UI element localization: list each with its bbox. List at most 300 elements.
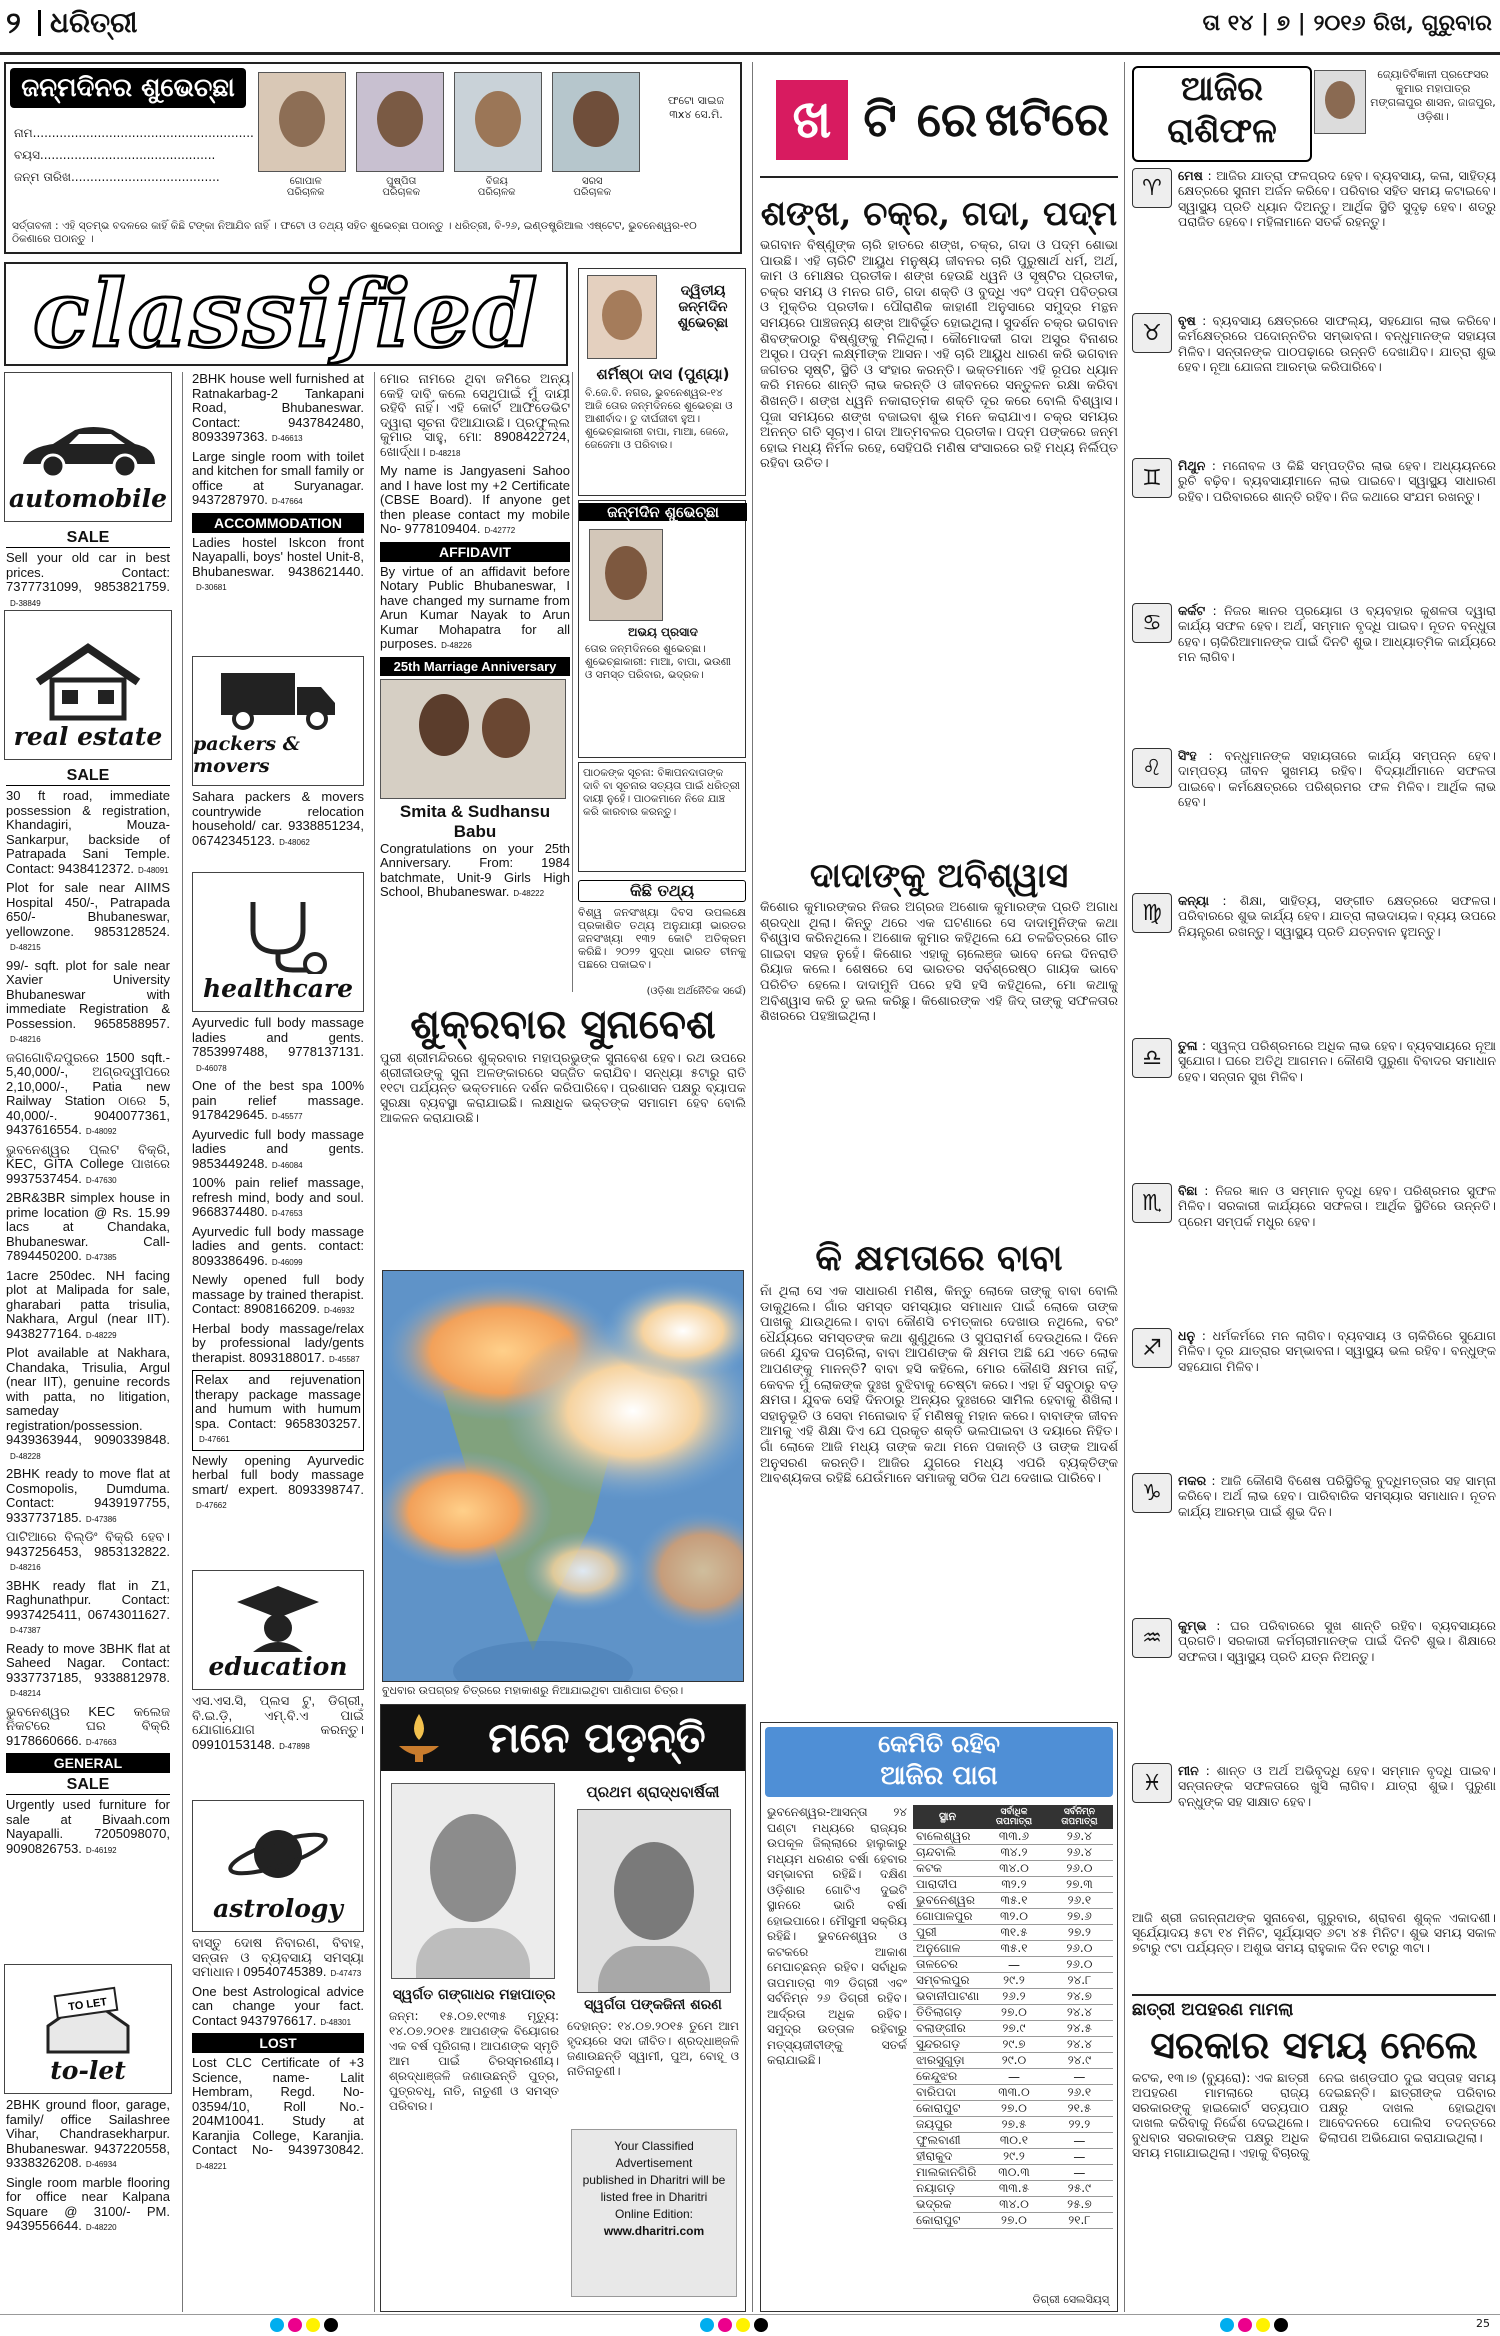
weather-row	[913, 2085, 1113, 2101]
weather-place: ସମ୍ବଲପୁର	[913, 1973, 982, 1989]
reg-mark-yellow	[736, 2318, 750, 2332]
weather-min: ୨୪.୪	[1046, 2037, 1113, 2053]
weather-max: ୨୬.୨	[982, 1989, 1046, 2005]
rasi-title-box	[1132, 66, 1312, 162]
memorial-left-name: ସ୍ୱର୍ଗତ ଗଙ୍ଗାଧର ମହାପାତ୍ର	[392, 1987, 556, 2003]
ad-item: One best Astrological advice can change your fact. Contact 9437976617. D-48301	[192, 1983, 364, 2028]
child-photo-1	[587, 275, 657, 359]
affidavit-heading: AFFIDAVIT	[380, 542, 570, 562]
weather-place: ତାଳଚେର	[913, 1957, 982, 1973]
legal-notice: ମୋର ନାମରେ ଥିବା ଜମିରେ ଅନ୍ୟ କେହି ଦାବି କଲେ ସେଥିପାଇଁ ମୁଁ ଦାୟୀ ରହିବି ନାହିଁ। ଏହି କୋର୍ଟ ଆଫିଡେଭିଟ ଦ୍ୱାରା ସୂଚନା ଦିଆଯାଉଛି। ପ୍ରଫୁଲ୍ଲ କୁମାର ସାହୁ, ମୋ: 8908422724, ଖୋର୍ଦ୍ଧା। D-48218	[380, 371, 570, 459]
ad-item: Ayurvedic full body massage ladies and gents. 7853997488, 9778137131.D-46078	[192, 1015, 364, 1073]
photo-size-note: ଫଟୋ ସାଇଜ ୩x୪ ସେ.ମି.	[667, 94, 725, 121]
memorial-left-text: ଜନ୍ମ: ୧୫.୦୭.୧୯୩୫ ମୃତ୍ୟୁ: ୧୪.୦୭.୨୦୧୫ ଆପଣଙ୍କ ବିୟୋଗର ଏକ ବର୍ଷ ପୂରିଗଲା। ଆପଣଙ୍କ ସ୍ମୃତି ଆମ ପାଇଁ ଚିରସ୍ମରଣୀୟ। ଶ୍ରଦ୍ଧାଞ୍ଜଳି ଜଣାଉଛନ୍ତି ପୁତ୍ର, ପୁତ୍ରବଧୂ, ନାତି, ନାତୁଣୀ ଓ ସମସ୍ତ ପରିବାର।	[389, 2009, 559, 2113]
rasi-name: ମକର	[1178, 1473, 1207, 1488]
sunabesa-section	[380, 1000, 746, 1266]
weather-col-min: ସର୍ବନିମ୍ନ ତାପମାତ୍ରା	[1061, 1807, 1098, 1827]
zodiac-icon: ♍	[1132, 893, 1172, 933]
rasi-name: ଧନୁ	[1178, 1328, 1196, 1343]
story-shankha	[760, 190, 1118, 848]
weather-place: ତିତିଲାଗଡ଼	[913, 2005, 982, 2021]
online-line-2: Advertisement	[615, 2156, 693, 2170]
weather-max: ୨୭.୦	[982, 2101, 1046, 2117]
weather-place: ପାରାଦୀପ	[913, 1877, 982, 1893]
rasi-item: ♐ ଧନୁ : ଧର୍ମକର୍ମରେ ମନ ଲାଗିବ। ବ୍ୟବସାୟ ଓ ଚାକିରିରେ ସୁଯୋଗ ମିଳିବ। ଦୂର ଯାତ୍ରାର ସମ୍ଭାବନା। ସ୍ୱାସ୍ଥ୍ୟ ଭଲ ରହିବ। ବନ୍ଧୁଙ୍କ ସହଯୋଗ ମିଳିବ।	[1132, 1328, 1496, 1469]
weather-row	[913, 2069, 1113, 2085]
caption-2: ପୁଷ୍ପିତା	[386, 176, 417, 187]
anniversary-names: Smita & Sudhansu Babu	[399, 801, 551, 841]
second-birthday-title: ଦ୍ୱିତୀୟ ଜନ୍ମଦିନ ଶୁଭେଚ୍ଛା	[677, 283, 729, 331]
rasi-text: ଆଜି କୌଣସି ବିଶେଷ ପରିସ୍ଥିତିକୁ ବୁଦ୍ଧିମତ୍ତାର ସହ ସାମ୍ନା କରିବେ। ଅର୍ଥ ଲାଭ ହେବ। ପାରିବାରିକ ସମସ୍ୟାର ସମାଧାନ। ନୂତନ କାର୍ଯ୍ୟ ଆରମ୍ଭ ପାଇଁ ଶୁଭ ଦିନ।	[1178, 1473, 1496, 1519]
weather-max: ୩୦.୩	[982, 2165, 1046, 2181]
weather-max: ୨୭.୫	[982, 2117, 1046, 2133]
ad-item: 2BHK ground floor, garage, family/ office Sailashree Vihar, Chandrasekharpur. Bhubaneswar. 9437220558, 9338326208. D-46934	[6, 2097, 170, 2170]
astrologer-photo	[1314, 70, 1366, 134]
weather-max: ୨୯.୨	[982, 1973, 1046, 1989]
birthday-photo-2	[356, 72, 444, 172]
anniversary-photo	[380, 679, 566, 799]
weather-max: ୨୯.୦	[982, 2053, 1046, 2069]
birthday-photo-4	[552, 72, 640, 172]
online-line-3: published in Dharitri will be	[582, 2173, 726, 2187]
weather-row	[913, 2149, 1113, 2165]
weather-min: ୨୪.୪	[1046, 2005, 1113, 2021]
memorial-right-name: ସ୍ୱର୍ଗତା ପଙ୍କଜିନୀ ଶରଣ	[584, 1997, 722, 2013]
weather-place: ଫୁଲବାଣୀ	[913, 2133, 982, 2149]
tile-astrology-label: astrology	[213, 1894, 343, 1923]
tile-astrology	[192, 1800, 364, 1932]
tile-automobile-label: automobile	[8, 484, 168, 513]
reg-mark-magenta	[1238, 2318, 1252, 2332]
classified-col2-top	[192, 372, 364, 599]
ad-item: One of the best spa 100% pain relief massage. 9178429645. D-45577	[192, 1078, 364, 1122]
weather-place: ସୁନ୍ଦରଗଡ଼	[913, 2037, 982, 2053]
weather-place: ଜୟପୁର	[913, 2117, 982, 2133]
weather-place: ମାଲକାନଗିରି	[913, 2165, 982, 2181]
weather-place: ଅନୁଗୋଳ	[913, 1941, 982, 1957]
weather-place: ନୟାଗଡ଼	[913, 2181, 982, 2197]
khati-letter-1: ଖ	[776, 80, 848, 160]
second-birthday-box	[578, 268, 746, 496]
classified-col1-bottom	[6, 2098, 170, 2239]
tile-healthcare	[192, 872, 364, 1012]
tile-packers-movers	[192, 656, 364, 786]
mane-padanti-header	[381, 1705, 745, 1771]
weather-max: ୩୦.୧	[982, 2133, 1046, 2149]
memorial-subtitle: ପ୍ରଥମ ଶ୍ରାଦ୍ଧବାର୍ଷିକୀ	[586, 1783, 720, 1801]
ad-item: Single room marble flooring for office near Kalpana Square @ 3100/- PM. 9439556644. D-48220	[6, 2174, 170, 2233]
reg-mark-cyan	[270, 2318, 284, 2332]
ad-item: 30 ft road, immediate possession & registration, Khandagiri, Mouza-Sankarpur, backside of Patrapada Sani Temple. Contact: 9438412372. D-48091	[6, 788, 170, 876]
panjika-rule	[1132, 1994, 1496, 1996]
tile-real-estate	[4, 610, 172, 760]
weather-place: ଭଦ୍ରକ	[913, 2197, 982, 2213]
facts-box	[578, 880, 746, 997]
weather-min: ୨୪.୫	[1046, 2021, 1113, 2037]
online-line-1: Your Classified	[614, 2139, 694, 2153]
second-birthday-text: ବି.ଜେ.ବି. ନଗର, ଭୁବନେଶ୍ୱର-୧୪ ଆଜି ତୋର ଜନ୍ମଦିନରେ ଶୁଭେଚ୍ଛା ଓ ଆଶୀର୍ବାଦ। ତୁ ଦୀର୍ଘଜୀବୀ ହୁଅ। ଶୁଭେଚ୍ଛାକାରୀ ବାପା, ମାଆ, ଜେଜେ, ଜେଜେମା ଓ ପରିବାର।	[585, 387, 733, 451]
weather-row	[913, 1877, 1113, 1893]
tile-education	[192, 1570, 364, 1690]
weather-min: ୨୬.୪	[1046, 1829, 1113, 1845]
weather-max: ୩୩.୦	[982, 2085, 1046, 2101]
weather-min: ୨୪.୮	[1046, 1973, 1113, 1989]
lamp-icon	[389, 1708, 449, 1768]
col3-top-left	[380, 372, 570, 905]
weather-max: ୨୯.୭	[982, 2037, 1046, 2053]
weather-row	[913, 1989, 1113, 2005]
baba-text: ନାଁ ଥିଲା ସେ ଏକ ସାଧାରଣ ମଣିଷ, କିନ୍ତୁ ଲୋକେ ତାଙ୍କୁ ବାବା ବୋଲି ଡାକୁଥିଲେ। ଗାଁର ସମସ୍ତ ସମସ୍ୟାର ସମାଧାନ ପାଇଁ ଲୋକେ ତାଙ୍କ ପାଖକୁ ଯାଉଥିଲେ। ବାବା କୌଣସି ଚମତ୍କାର ଦେଖାଉ ନଥିଲେ, ବରଂ ଧୈର୍ଯ୍ୟରେ ସମସ୍ତଙ୍କ କଥା ଶୁଣୁଥିଲେ ଓ ସୁପରାମର୍ଶ ଦେଉଥିଲେ। ଦିନେ ଜଣେ ଯୁବକ ପଚାରିଲା, ବାବା ଆପଣଙ୍କ କି କ୍ଷମତା ଅଛି ଯେ ଏତେ ଲୋକ ଆପଣଙ୍କୁ ମାନନ୍ତି? ବାବା ହସି କହିଲେ, ମୋର କୌଣସି କ୍ଷମତା ନାହିଁ, କେବଳ ମୁଁ ଲୋକଙ୍କ ଦୁଃଖ ବୁଝିବାକୁ ଚେଷ୍ଟା କରେ। ଏହା ହିଁ ସବୁଠାରୁ ବଡ଼ କ୍ଷମତା। ଯୁବକ ସେହି ଦିନଠାରୁ ଅନ୍ୟର ଦୁଃଖରେ ସାମିଲ ହେବାକୁ ଶିଖିଲା। ସହାନୁଭୂତି ଓ ସେବା ମନୋଭାବ ହିଁ ମଣିଷକୁ ମହାନ କରେ। ବାବାଙ୍କ ଜୀବନ ଆମକୁ ଏହି ଶିକ୍ଷା ଦିଏ ଯେ ପ୍ରକୃତ ଶକ୍ତି ଭଲପାଇବା ଓ ଦୟାରେ ନିହିତ। ଗାଁ ଲୋକେ ଆଜି ମଧ୍ୟ ତାଙ୍କ କଥା ମନେ ପକାନ୍ତି ଓ ତାଙ୍କ ଆଦର୍ଶ ଅନୁସରଣ କରନ୍ତି। ଆଜିର ଯୁଗରେ ମଧ୍ୟ ଏପରି ବ୍ୟକ୍ତିଙ୍କ ଆବଶ୍ୟକତା ରହିଛି ଯେଉଁମାନେ ସମାଜକୁ ସଠିକ ପଥ ଦେଖାଇ ପାରିବେ।	[760, 1284, 1118, 1487]
section-sale-3: SALE	[6, 1776, 170, 1795]
weather-place: ଗୋପାଳପୁର	[913, 1909, 982, 1925]
weather-max: ୩୪.୦	[982, 2197, 1046, 2213]
col-divider-2	[374, 372, 375, 2312]
memorial-photo-right	[577, 1809, 731, 1993]
weather-place: ହୀରାକୁଦ	[913, 2149, 982, 2165]
zodiac-icon: ♒	[1132, 1618, 1172, 1658]
weather-row	[913, 2213, 1113, 2229]
anniversary-heading: 25th Marriage Anniversary	[380, 657, 570, 676]
reg-mark-cyan	[700, 2318, 714, 2332]
ad-item: 3BHK ready flat in Z1, Raghunathpur. Contact: 9937425411, 06743011627.D-47387	[6, 1577, 170, 1635]
reg-mark-magenta	[718, 2318, 732, 2332]
classified-col1-top	[6, 526, 170, 614]
affidavit-notice: By virtue of an affidavit before Notary Public Bhubaneswar, I have changed my surname from Arun Kumar Nayak to Arun Kumar Mohapatra for all purposes. D-48226	[380, 563, 570, 651]
birthday-title	[10, 68, 246, 108]
rasi-name: ମୀନ	[1178, 1763, 1199, 1778]
section-sale-1: SALE	[6, 529, 170, 548]
astrologer-credit: ଜ୍ୟୋତିର୍ବିଜ୍ଞାନୀ ପ୍ରଫେସର କୁମାର ମହାପାତ୍ର ମଙ୍ଗଳାପୁର ଶାସନ, ଜାଜପୁର, ଓଡ଼ିଶା।	[1370, 68, 1496, 123]
weather-min: ୨୭.୩	[1046, 1877, 1113, 1893]
reg-mark-black	[1274, 2318, 1288, 2332]
ad-item: Ayurvedic full body massage ladies and gents. 9853449248. D-46084	[192, 1126, 364, 1171]
reg-mark-yellow	[306, 2318, 320, 2332]
news-story	[1132, 2000, 1496, 2296]
news-text: କଟକ, ୧୩।୭ (ବ୍ୟୁରୋ): ଏକ ଛାତ୍ରୀ ଅପହରଣ ମାମଲାରେ ରାଜ୍ୟ ସରକାରଙ୍କୁ ହାଇକୋର୍ଟ ସତ୍ୟପାଠ ଦାଖଲ କରିବାକୁ ନିର୍ଦ୍ଦେଶ ଦେଇଥିଲେ। ବୁଧବାର ସରକାରଙ୍କ ପକ୍ଷରୁ ଅଧିକ ସମୟ ମଗାଯାଇଥିଲା। ଏହାକୁ ବିଚାରକୁ ନେଇ ଖଣ୍ଡପୀଠ ଦୁଇ ସପ୍ତାହ ସମୟ ଦେଇଛନ୍ତି। ଛାତ୍ରୀଙ୍କ ପରିବାର ପକ୍ଷରୁ ଦାଖଲ ହୋଇଥିବା ଆବେଦନରେ ପୋଲିସ ତଦନ୍ତରେ ଢିଲାପଣ ଅଭିଯୋଗ କରାଯାଇଥିଲା।	[1132, 2070, 1496, 2160]
rasi-text: ଆଜିର ଯାତ୍ରା ଫଳପ୍ରଦ ହେବ। ବ୍ୟବସାୟ, କଳା, ସାହିତ୍ୟ କ୍ଷେତ୍ରରେ ସୁନାମ ଅର୍ଜନ କରିବେ। ପରିବାର ସହିତ ସମୟ କଟାଇବେ। ସ୍ୱାସ୍ଥ୍ୟ ପ୍ରତି ଧ୍ୟାନ ଦିଅନ୍ତୁ। ଆର୍ଥିକ ସ୍ଥିତି ସୁଦୃଢ଼ ହେବ। ଶତ୍ରୁ ପରାଜିତ ହେବେ। ମହିଳାମାନେ ସତର୍କ ରହନ୍ତୁ।	[1178, 168, 1496, 229]
reader-notice-box	[578, 762, 746, 872]
weather-max: ୩୨.୦	[982, 1909, 1046, 1925]
rasi-text: ଧର୍ମକର୍ମରେ ମନ ଲାଗିବ। ବ୍ୟବସାୟ ଓ ଚାକିରିରେ ସୁଯୋଗ ମିଳିବ। ଦୂର ଯାତ୍ରାର ସମ୍ଭାବନା। ସ୍ୱାସ୍ଥ୍ୟ ଭଲ ରହିବ। ବନ୍ଧୁଙ୍କ ସହଯୋଗ ମିଳିବ।	[1178, 1328, 1496, 1374]
tile-to-let-label: to-let	[50, 2056, 126, 2085]
classified-col2-astro	[192, 1936, 364, 2177]
dada-heading: ଦାଦାଙ୍କୁ ଅବିଶ୍ୱାସ	[809, 856, 1069, 896]
weather-row	[913, 1973, 1113, 1989]
rasi-text: ମନୋବଳ ଓ କିଛି ସମ୍ପତ୍ତିର ଲାଭ ହେବ। ଅଧ୍ୟୟନରେ ରୁଚି ବଢ଼ିବ। ବ୍ୟବସାୟୀମାନେ ଲାଭ ପାଇବେ। ସ୍ୱାସ୍ଥ୍ୟ ସାଧାରଣ ରହିବ। ପରିବାରରେ ଶାନ୍ତି ରହିବ। ନିଜ କଥାରେ ସଂଯମ ରଖନ୍ତୁ।	[1178, 458, 1496, 504]
truck-icon	[213, 663, 343, 733]
weather-row	[913, 1941, 1113, 1957]
weather-table-body	[913, 1829, 1113, 2229]
caption-sub-1: ପରିଚାଳକ	[286, 187, 325, 198]
zodiac-icon: ♑	[1132, 1473, 1172, 1513]
rasi-list	[1132, 168, 1496, 1908]
ad-item: Large single room with toilet and kitchen for small family or office at Suryanagar. 9437287970. D-47664	[192, 448, 364, 507]
classified-banner-text: classified	[32, 260, 540, 368]
ad-item-boxed: Relax and rejuvenation therapy package massage and humum with humum spa. Contact: 9658303257.D-47661	[192, 1370, 364, 1451]
stethoscope-icon	[223, 894, 333, 974]
birthday-title-text: ଜନ୍ମଦିନର ଶୁଭେଚ୍ଛା	[21, 72, 235, 103]
ad-item: 1acre 250dec. NH facing plot at Malipada for sale, gharabari patta trisulia, Nakhara, Argul (near IIT). 9438277164. D-48229	[6, 1267, 170, 1341]
rasi-header	[1132, 66, 1496, 162]
weather-max: ୨୭.୦	[982, 2213, 1046, 2229]
ad-item: ଭୁବନେଶ୍ୱର KEC କଲେଜ ନିକଟରେ ଘର ବିକ୍ରି 9178660666. D-47663	[6, 1703, 170, 1748]
weather-row	[913, 2181, 1113, 2197]
weather-max: ୩୫.୧	[982, 1941, 1046, 1957]
form-age-label: ବୟସ..............................................	[14, 148, 216, 162]
weather-row	[913, 1845, 1113, 1861]
weather-min: —	[1046, 2165, 1113, 2181]
header-rule	[0, 52, 1500, 55]
weather-min: ୨୨.୨	[1046, 2117, 1113, 2133]
caption-4: ସରସ	[581, 176, 603, 187]
weather-place: ଚାନ୍ଦବାଲି	[913, 1845, 982, 1861]
zodiac-icon: ♈	[1132, 168, 1172, 208]
weather-row	[913, 1893, 1113, 1909]
lost-certificate-notice: My name is Jangyaseni Sahoo and I have lost my +2 Certificate (CBSE Board). If anyone get then please contact my mobile No- 9778109404. D-42772	[380, 463, 570, 536]
page-number-footer: 25	[1476, 2317, 1490, 2330]
rasi-text: ଶାନ୍ତ ଓ ଅର୍ଥ ଅଭିବୃଦ୍ଧି ହେବ। ସମ୍ମାନ ବୃଦ୍ଧି ପାଇବ। ସନ୍ତାନଙ୍କ ସଫଳତାରେ ଖୁସି ଲାଗିବ। ଯାତ୍ରା ଶୁଭ। ପୁରୁଣା ବନ୍ଧୁଙ୍କ ସହ ସାକ୍ଷାତ ହେବ।	[1178, 1763, 1496, 1809]
story-baba	[760, 1232, 1118, 1696]
third-birthday-name: ଅଭୟ ପ୍ରସାଦ	[628, 625, 698, 639]
reg-mark-black	[754, 2318, 768, 2332]
shankha-heading: ଶଙ୍ଖ, ଚକ୍ର, ଗଦା, ପଦ୍ମ	[760, 194, 1118, 234]
ad-item: Ayurvedic full body massage ladies and gents. contact: 8093386496. D-46099	[192, 1223, 364, 1268]
weather-min: ୨୬.୧	[1046, 1893, 1113, 1909]
rasi-name: ସିଂହ	[1178, 748, 1197, 763]
weather-row	[913, 2101, 1113, 2117]
weather-max: ୨୯.୨	[982, 2149, 1046, 2165]
online-line-4: listed free in Dharitri	[600, 2190, 708, 2204]
rasi-name: ତୁଳା	[1178, 1038, 1198, 1053]
rasi-item: ♉ ବୃଷ : ବ୍ୟବସାୟ କ୍ଷେତ୍ରରେ ସାଫଲ୍ୟ, ସହଯୋଗ ଲାଭ କରିବେ। କର୍ମକ୍ଷେତ୍ରରେ ପଦୋନ୍ନତିର ସମ୍ଭାବନା। ବନ୍ଧୁମାନଙ୍କ ସହାୟତା ମିଳିବ। ସନ୍ତାନଙ୍କ ପାଠପଢ଼ାରେ ଉନ୍ନତି ଦେଖାଯିବ। ଯାତ୍ରା ଶୁଭ ହେବ। ନୂଆ ଯୋଜନା ଆରମ୍ଭ କରିପାରିବେ।	[1132, 313, 1496, 454]
rasi-text: ଶିକ୍ଷା, ସାହିତ୍ୟ, ସଙ୍ଗୀତ କ୍ଷେତ୍ରରେ ସଫଳତା। ପରିବାରରେ ଶୁଭ କାର୍ଯ୍ୟ ହେବ। ଯାତ୍ରା ଲାଭଦାୟକ। ବ୍ୟୟ ଉପରେ ନିୟନ୍ତ୍ରଣ ରଖନ୍ତୁ। ସ୍ୱାସ୍ଥ୍ୟ ପ୍ରତି ଯତ୍ନବାନ ହୁଅନ୍ତୁ।	[1178, 893, 1496, 939]
memorial-right-text: ଦେହାନ୍ତ: ୧୪.୦୭.୨୦୧୫ ତୁମେ ଆମ ହୃଦୟରେ ସଦା ଜୀବିତ। ଶ୍ରଦ୍ଧାଞ୍ଜଳି ଜଣାଉଛନ୍ତି ସ୍ୱାମୀ, ପୁଅ, ବୋହୂ ଓ ନାତିନାତୁଣୀ।	[567, 2019, 739, 2078]
weather-row	[913, 2053, 1113, 2069]
online-edition-box	[571, 2129, 737, 2297]
ad-item: Newly opened full body massage by trained therapist. Contact: 8908166209. D-46932	[192, 1272, 364, 1316]
weather-min: —	[1046, 2133, 1113, 2149]
ad-item: Herbal body massage/relax by professional lady/gents therapist. 8093188017. D-45587	[192, 1320, 364, 1365]
weather-place: ଭୁବନେଶ୍ୱର	[913, 1893, 982, 1909]
rasi-text: ଘର ପରିବାରରେ ସୁଖ ଶାନ୍ତି ରହିବ। ବ୍ୟବସାୟରେ ପ୍ରଗତି। ସରକାରୀ କର୍ମଚାରୀମାନଙ୍କ ପାଇଁ ଦିନଟି ଶୁଭ। ଶିକ୍ଷାରେ ସଫଳତା। ସ୍ୱାସ୍ଥ୍ୟ ପ୍ରତି ଯତ୍ନ ନିଅନ୍ତୁ।	[1178, 1618, 1496, 1664]
facts-source: (ଓଡ଼ିଶା ଅର୍ଥନୈତିକ ସର୍ଭେ)	[646, 986, 746, 997]
weather-row	[913, 1925, 1113, 1941]
house-icon	[28, 642, 148, 722]
mane-padanti-title: ମନେ ପଡ଼ନ୍ତି	[488, 1713, 706, 1762]
baba-heading: କି କ୍ଷମତାରେ ବାବା	[815, 1237, 1063, 1279]
weather-place: ବାରିପଦା	[913, 2085, 982, 2101]
tile-to-let	[4, 1964, 172, 2094]
weather-place: କଟକ	[913, 1861, 982, 1877]
facts-text: ବିଶ୍ୱ ଜନସଂଖ୍ୟା ଦିବସ ଉପଲକ୍ଷେ ପ୍ରକାଶିତ ତଥ୍ୟ ଅନୁଯାୟୀ ଭାରତର ଜନସଂଖ୍ୟା ୧୩୨ କୋଟି ଅତିକ୍ରମ କରିଛି। ୨୦୨୨ ସୁଦ୍ଧା ଭାରତ ଚୀନକୁ ପଛରେ ପକାଇବ।	[578, 906, 746, 971]
weather-min: ୨୭.୨	[1046, 1925, 1113, 1941]
tile-packers-label: packers & movers	[193, 733, 300, 777]
news-headline: ସରକାର ସମୟ ନେଲେ	[1150, 2022, 1478, 2067]
weather-row	[913, 2165, 1113, 2181]
ad-item: ଜଗଗୋବିନ୍ଦପୁରରେ 1500 sqft.- 5,40,000/-, ଅଗ୍ରଦ୍ୱୀପରେ 2,10,000/-, Patia new Railway Station ଠାରେ 5, 40,000/-. 9040077361, 9437616554. D-48092	[6, 1049, 170, 1137]
weather-place: ପୁରୀ	[913, 1925, 982, 1941]
weather-text: ଭୁବନେଶ୍ୱର-ଆସନ୍ତା ୨୪ ଘଣ୍ଟା ମଧ୍ୟରେ ରାଜ୍ୟର ଉପକୂଳ ଜିଲ୍ଲାରେ ହାଲୁକାରୁ ମଧ୍ୟମ ଧରଣର ବର୍ଷା ହେବାର ସମ୍ଭାବନା ରହିଛି। ଦକ୍ଷିଣ ଓଡ଼ିଶାର ଗୋଟିଏ ଦୁଇଟି ସ୍ଥାନରେ ଭାରି ବର୍ଷା ହୋଇପାରେ। ମୌସୁମୀ ସକ୍ରିୟ ରହିଛି। ଭୁବନେଶ୍ୱର ଓ କଟକରେ ଆକାଶ ମେଘାଚ୍ଛନ୍ନ ରହିବ। ସର୍ବାଧିକ ତାପମାତ୍ରା ୩୨ ଡିଗ୍ରୀ ଏବଂ ସର୍ବନିମ୍ନ ୨୬ ଡିଗ୍ରୀ ରହିବ। ଆର୍ଦ୍ରତା ଅଧିକ ରହିବ। ସମୁଦ୍ର ଉତ୍ତାଳ ରହିବାରୁ ମତ୍ସ୍ୟଜୀବୀଙ୍କୁ ସତର୍କ କରାଯାଇଛି।	[767, 1805, 907, 2067]
rasi-item: ♌ ସିଂହ : ବନ୍ଧୁମାନଙ୍କ ସହାୟତାରେ କାର୍ଯ୍ୟ ସମ୍ପନ୍ନ ହେବ। ଦାମ୍ପତ୍ୟ ଜୀବନ ସୁଖମୟ ରହିବ। ବିଦ୍ୟାର୍ଥୀମାନେ ସଫଳତା ପାଇବେ। କର୍ମକ୍ଷେତ୍ରରେ ପରିଶ୍ରମର ଫଳ ମିଳିବ। ଆର୍ଥିକ ଲାଭ ହେବ।	[1132, 748, 1496, 889]
section-lost: LOST	[192, 2033, 364, 2053]
ad-item: Sell your old car in best prices. Contact: 7377731099, 9853821759.D-38849	[6, 550, 170, 608]
footer-bar	[0, 2314, 1500, 2336]
ad-item: 2BHK house well furnished at Ratnakarbag-2 Tankapani Road, Bhubaneswar. Contact: 9437842480, 8093397363. D-46613	[192, 371, 364, 444]
date-line: ତା ୧୪ | ୭ | ୨୦୧୬ ରିଖ, ଗୁରୁବାର	[1202, 10, 1492, 36]
weather-min: ୨୫.୯	[1046, 2181, 1113, 2197]
col-divider-4	[752, 62, 753, 2312]
weather-min: ୨୬.୧	[1046, 2085, 1113, 2101]
ad-item: Plot for sale near AIIMS Hospital 450/-, Patrapada 650/- Bhubaneswar, yellowzone. 9853128524.D-48215	[6, 880, 170, 952]
reg-mark-black	[324, 2318, 338, 2332]
weather-col-place: ସ୍ଥାନ	[938, 1810, 957, 1823]
weather-row	[913, 1909, 1113, 1925]
online-url: www.dharitri.com	[603, 2224, 705, 2238]
saturn-icon	[223, 1814, 333, 1894]
ad-item: ବାସ୍ତୁ ଦୋଷ ନିବାରଣ, ବିବାହ, ସନ୍ତାନ ଓ ବ୍ୟବସାୟ ସମସ୍ୟା ସମାଧାନ। 09540745389. D-47473	[192, 1935, 364, 1979]
rasi-name: କୁମ୍ଭ	[1178, 1618, 1207, 1633]
rasi-text: ନିଜର ଜ୍ଞାନର ପ୍ରୟୋଗ ଓ ବ୍ୟବହାର କୁଶଳତା ଦ୍ୱାରା କାର୍ଯ୍ୟ ସଫଳ ହେବ। ଅର୍ଥ, ସମ୍ମାନ ବୃଦ୍ଧି ପାଇବ। ନୂତନ ବନ୍ଧୁତା ହେବ। ଚାକିରିଆମାନଙ୍କ ପାଇଁ ଦିନଟି ଶୁଭ। ଆଧ୍ୟାତ୍ମିକ କାର୍ଯ୍ୟରେ ମନ ଲାଗିବ।	[1178, 603, 1496, 664]
header-bar	[0, 0, 1500, 48]
khati-letter-3: ରେ	[916, 91, 978, 148]
classified-col2-health	[192, 1016, 364, 1517]
weather-place: ଝାରସୁଗୁଡ଼ା	[913, 2053, 982, 2069]
rasi-item: ♍ କନ୍ୟା : ଶିକ୍ଷା, ସାହିତ୍ୟ, ସଙ୍ଗୀତ କ୍ଷେତ୍ରରେ ସଫଳତା। ପରିବାରରେ ଶୁଭ କାର୍ଯ୍ୟ ହେବ। ଯାତ୍ରା ଲାଭଦାୟକ। ବ୍ୟୟ ଉପରେ ନିୟନ୍ତ୍ରଣ ରଖନ୍ତୁ। ସ୍ୱାସ୍ଥ୍ୟ ପ୍ରତି ଯତ୍ନବାନ ହୁଅନ୍ତୁ।	[1132, 893, 1496, 1034]
ad-item: Plot available at Nakhara, Chandaka, Trisulia, Argul (near IIT), genuine records with patta, no litigation, sameday registration/possession. 9439363944, 9090339848.D-48228	[6, 1345, 170, 1461]
weather-place: କୋରାପୁଟ	[913, 2101, 982, 2117]
weather-max: ୨୭.୯	[982, 2021, 1046, 2037]
section-general: GENERAL	[6, 1753, 170, 1773]
panjika-text: ଆଜି ଶ୍ରୀ ଜଗନ୍ନାଥଙ୍କ ସୁନାବେଶ, ଗୁରୁବାର, ଶ୍ରାବଣ ଶୁକ୍ଳ ଏକାଦଶୀ। ସୂର୍ଯ୍ୟୋଦୟ ୫ଟା ୧୪ ମିନିଟ, ସୂର୍ଯ୍ୟାସ୍ତ ୬ଟା ୪୫ ମିନିଟ। ଶୁଭ ସମୟ ସକାଳ ୭ଟାରୁ ୯ଟା ପର୍ଯ୍ୟନ୍ତ। ଅଶୁଭ ସମୟ ରାହୁକାଳ ଦିନ ୧ଟାରୁ ୩ଟା।	[1132, 1910, 1496, 1955]
weather-box	[760, 1722, 1118, 2312]
rasi-item: ♈ ମେଷ : ଆଜିର ଯାତ୍ରା ଫଳପ୍ରଦ ହେବ। ବ୍ୟବସାୟ, କଳା, ସାହିତ୍ୟ କ୍ଷେତ୍ରରେ ସୁନାମ ଅର୍ଜନ କରିବେ। ପରିବାର ସହିତ ସମୟ କଟାଇବେ। ସ୍ୱାସ୍ଥ୍ୟ ପ୍ରତି ଧ୍ୟାନ ଦିଅନ୍ତୁ। ଆର୍ଥିକ ସ୍ଥିତି ସୁଦୃଢ଼ ହେବ। ଶତ୍ରୁ ପରାଜିତ ହେବେ। ମହିଳାମାନେ ସତର୍କ ରହନ୍ତୁ।	[1132, 168, 1496, 309]
rasi-item: ♏ ବିଛା : ନିଜର ଜ୍ଞାନ ଓ ସମ୍ମାନ ବୃଦ୍ଧି ହେବ। ପରିଶ୍ରମର ସୁଫଳ ମିଳିବ। ସରକାରୀ କାର୍ଯ୍ୟରେ ସଫଳତା। ଆର୍ଥିକ ସ୍ଥିତିରେ ଉନ୍ନତି। ପ୍ରେମ ସମ୍ପର୍କ ମଧୁର ହେବ।	[1132, 1183, 1496, 1324]
caption-sub-2: ପରିଚାଳକ	[382, 187, 421, 198]
ad-item: ଭୁବନେଶ୍ୱର ପ୍ଲଟ ବିକ୍ରି, KEC, GITA College ପାଖରେ 9937537454. D-47630	[6, 1141, 170, 1186]
khati-letter-2: ଟି	[863, 91, 897, 148]
weather-row	[913, 2037, 1113, 2053]
weather-min: ୨୬.୦	[1046, 1957, 1113, 1973]
caption-1: ଗୋପାଳ	[289, 176, 322, 187]
rasi-name: ମେଷ	[1178, 168, 1203, 183]
second-birthday-name: ଶର୍ମିଷ୍ଠା ଦାସ (ପୁଣ୍ୟା)	[596, 365, 730, 383]
tile-healthcare-label: healthcare	[203, 974, 353, 1003]
khati-banner	[776, 72, 1112, 168]
car-icon	[13, 414, 163, 484]
rasi-name: ମିଥୁନ	[1178, 458, 1206, 473]
weather-min: ୨୧.୫	[1046, 2101, 1113, 2117]
weather-min: ୨୬.୦	[1046, 1941, 1113, 1957]
birthday-footer: ସର୍ତ୍ତାବଳୀ : ଏହି ସ୍ତମ୍ଭ ବଦଳରେ କାହିଁ କିଛି ଟଙ୍କା ନିଆଯିବ ନାହିଁ । ଫଟୋ ଓ ତଥ୍ୟ ସହିତ ଶୁଭେଚ୍ଛା ପଠାନ୍ତୁ । ଧରିତ୍ରୀ, ବି-୨୬, ଇଣ୍ଡଷ୍ଟ୍ରିଆଲ ଏଷ୍ଟେଟ, ଭୁବନେଶ୍ୱର-୧୦ ଠିକଣାରେ ପଠାନ୍ତୁ ।	[12, 220, 697, 245]
weather-row	[913, 1957, 1113, 1973]
birthday-photo-1	[258, 72, 346, 172]
rasi-name: କର୍କଟ	[1178, 603, 1206, 618]
weather-title-2: ଆଜିର ପାଗ	[880, 1761, 998, 1791]
header-separator	[38, 10, 41, 36]
mane-padanti-box	[380, 1704, 746, 2312]
weather-max: ୩୩.୫	[982, 2181, 1046, 2197]
form-dob-label: ଜନ୍ମ ତାରିଖ.......................................	[14, 170, 220, 184]
weather-max: ୩୫.୧	[982, 1893, 1046, 1909]
story-dada	[760, 852, 1118, 1224]
reader-notice-text: ପାଠକଙ୍କ ସୂଚନା: ବିଜ୍ଞାପନଦାତାଙ୍କ ଦାବି ବା ସୂଚନାର ସତ୍ୟତା ପାଇଁ ଧରିତ୍ରୀ ଦାୟୀ ନୁହେଁ। ପାଠକମାନେ ନିଜେ ଯାଞ୍ଚ କରି କାରବାର କରନ୍ତୁ।	[583, 767, 740, 818]
paper-name: ଧରିତ୍ରୀ	[50, 6, 138, 39]
anniversary-text: Congratulations on your 25th Anniversary. From: 1984 batchmate, Unit-9 Girls High School, Bhubaneswar. D-48222	[380, 840, 570, 899]
rasi-item: ♎ ତୁଳା : ସ୍ୱଳ୍ପ ପରିଶ୍ରମରେ ଅଧିକ ଲାଭ ହେବ। ବ୍ୟବସାୟରେ ନୂଆ ସୁଯୋଗ। ଘରେ ଅତିଥି ଆଗମନ। କୌଣସି ପୁରୁଣା ବିବାଦର ସମାଧାନ ହେବ। ସନ୍ତାନ ସୁଖ ମିଳିବ।	[1132, 1038, 1496, 1179]
rasi-title-2: ରାଶିଫଳ	[1167, 111, 1277, 151]
rasi-text: ବନ୍ଧୁମାନଙ୍କ ସହାୟତାରେ କାର୍ଯ୍ୟ ସମ୍ପନ୍ନ ହେବ। ଦାମ୍ପତ୍ୟ ଜୀବନ ସୁଖମୟ ରହିବ। ବିଦ୍ୟାର୍ଥୀମାନେ ସଫଳତା ପାଇବେ। କର୍ମକ୍ଷେତ୍ରରେ ପରିଶ୍ରମର ଫଳ ମିଳିବ। ଆର୍ଥିକ ଲାଭ ହେବ।	[1178, 748, 1496, 809]
zodiac-icon: ♎	[1132, 1038, 1172, 1078]
weather-max: ୩୩.୬	[982, 1829, 1046, 1845]
reg-mark-yellow	[1256, 2318, 1270, 2332]
rasi-text: ନିଜର ଜ୍ଞାନ ଓ ସମ୍ମାନ ବୃଦ୍ଧି ହେବ। ପରିଶ୍ରମର ସୁଫଳ ମିଳିବ। ସରକାରୀ କାର୍ଯ୍ୟରେ ସଫଳତା। ଆର୍ଥିକ ସ୍ଥିତିରେ ଉନ୍ନତି। ପ୍ରେମ ସମ୍ପର୍କ ମଧୁର ହେବ।	[1178, 1183, 1496, 1229]
third-birthday-text: ତୋର ଜନ୍ମଦିନରେ ଶୁଭେଚ୍ଛା। ଶୁଭେଚ୍ଛାକାରୀ: ମାଆ, ବାପା, ଭଉଣୀ ଓ ସମସ୍ତ ପରିବାର, ଭଦ୍ରକ।	[585, 643, 731, 681]
zodiac-icon: ♊	[1132, 458, 1172, 498]
birthday-form-fields	[14, 122, 254, 188]
weather-row	[913, 2021, 1113, 2037]
weather-max: —	[982, 1957, 1046, 1973]
caption-sub-4: ପରିଚାଳକ	[573, 187, 612, 198]
weather-max: ୩୧.୫	[982, 1925, 1046, 1941]
weather-max: ୨୭.୦	[982, 2005, 1046, 2021]
rasi-name: ବିଛା	[1178, 1183, 1198, 1198]
reg-mark-magenta	[288, 2318, 302, 2332]
ad-item: ଏସ.ଏସ.ସି, ପ୍ଲସ ଟୁ, ଡିଗ୍ରୀ, ବି.ଇ.ଡ଼ି, ଏମ୍.ବି.ଏ ପାଇଁ ଯୋଗାଯୋଗ କରନ୍ତୁ। 09910153148. D-47898	[192, 1693, 364, 1752]
weather-place: କେନ୍ଦୁଝର	[913, 2069, 982, 2085]
weather-row	[913, 2133, 1113, 2149]
col-divider-3	[572, 372, 573, 992]
ad-item: Ladies hostel Iskcon front Nayapalli, boys' hostel Unit-8, Bhubaneswar. 9438621440.D-30681	[192, 534, 364, 592]
classified-col1-main	[6, 764, 170, 1861]
shankha-text: ଭଗବାନ ବିଷ୍ଣୁଙ୍କ ଚାରି ହାତରେ ଶଙ୍ଖ, ଚକ୍ର, ଗଦା ଓ ପଦ୍ମ ଶୋଭା ପାଉଛି। ଏହି ଚାରିଟି ଆୟୁଧ ମନୁଷ୍ୟ ଜୀବନର ଚାରି ପୁରୁଷାର୍ଥ ଧର୍ମ, ଅର୍ଥ, କାମ ଓ ମୋକ୍ଷର ପ୍ରତୀକ। ଶଙ୍ଖ ହେଉଛି ଧ୍ୱନି ଓ ସୃଷ୍ଟିର ପ୍ରତୀକ, ଚକ୍ର ସମୟ ଓ ମନର ଗତି, ଗଦା ଶକ୍ତି ଓ ବୁଦ୍ଧି ଏବଂ ପଦ୍ମ ପବିତ୍ରତା ଓ ମୁକ୍ତିର ପ୍ରତୀକ। ପୌରାଣିକ କାହାଣୀ ଅନୁସାରେ ସମୁଦ୍ର ମନ୍ଥନ ସମୟରେ ପାଞ୍ଚଜନ୍ୟ ଶଙ୍ଖ ଆବିର୍ଭୂତ ହୋଇଥିଲା। ସୁଦର୍ଶନ ଚକ୍ର ଭଗବାନ ଶିବଙ୍କଠାରୁ ବିଷ୍ଣୁଙ୍କୁ ମିଳିଥିଲା। କୌମୋଦକୀ ଗଦା ଅସୁର ବିନାଶର ଅସ୍ତ୍ର। ପଦ୍ମ ଲକ୍ଷ୍ମୀଙ୍କ ଆସନ। ଏହି ଚାରି ଆୟୁଧ ଧାରଣ କରି ଭଗବାନ ଜଗତର ସୃଷ୍ଟି, ସ୍ଥିତି ଓ ସଂହାର କରନ୍ତି। ଭକ୍ତମାନେ ଏହି ରୂପର ଧ୍ୟାନ କରି ମନରେ ଶାନ୍ତି ଲାଭ କରନ୍ତି ଓ ଜୀବନରେ ସନ୍ତୁଳନ ରକ୍ଷା କରିବା ଶିଖନ୍ତି। ଶଙ୍ଖ ଧ୍ୱନି ନକାରାତ୍ମକ ଶକ୍ତି ଦୂର କରେ ବୋଲି ବିଶ୍ୱାସ। ପୂଜା ସମୟରେ ଶଙ୍ଖ ବଜାଇବା ଶୁଭ ମନେ କରାଯାଏ। ଚକ୍ର ସମୟର ଅନନ୍ତ ଗତି ସୂଚାଏ। ଗଦା ଆତ୍ମବଳର ପ୍ରତୀକ। ପଦ୍ମ ପଙ୍କରେ ଜନ୍ମ ହୋଇ ମଧ୍ୟ ନିର୍ମଳ ରହେ, ସେହିପରି ମଣିଷ ସଂସାରରେ ରହି ମଧ୍ୟ ନିର୍ଲିପ୍ତ ରହିବା ଉଚିତ।	[760, 238, 1118, 472]
section-sale-2: SALE	[6, 767, 170, 786]
khati-rule	[760, 176, 1118, 178]
form-name-label: ନାମ..........................................................	[14, 126, 254, 140]
zodiac-icon: ♋	[1132, 603, 1172, 643]
tile-education-label: education	[208, 1652, 348, 1681]
rasi-item: ♋ କର୍କଟ : ନିଜର ଜ୍ଞାନର ପ୍ରୟୋଗ ଓ ବ୍ୟବହାର କୁଶଳତା ଦ୍ୱାରା କାର୍ଯ୍ୟ ସଫଳ ହେବ। ଅର୍ଥ, ସମ୍ମାନ ବୃଦ୍ଧି ପାଇବ। ନୂତନ ବନ୍ଧୁତା ହେବ। ଚାକିରିଆମାନଙ୍କ ପାଇଁ ଦିନଟି ଶୁଭ। ଆଧ୍ୟାତ୍ମିକ କାର୍ଯ୍ୟରେ ମନ ଲାଗିବ।	[1132, 603, 1496, 744]
weather-place: ଭବାନୀପାଟଣା	[913, 1989, 982, 2005]
ad-item: Urgently used furniture for sale at Bivaah.com Nayapalli. 7205098070, 9090826753. D-46192	[6, 1797, 170, 1856]
sunabesa-text: ପୁରୀ ଶ୍ରୀମନ୍ଦିରରେ ଶୁକ୍ରବାର ମହାପ୍ରଭୁଙ୍କ ସୁନାବେଶ ହେବ। ରଥ ଉପରେ ଶ୍ରୀଜୀଉଙ୍କୁ ସୁନା ଅଳଙ୍କାରରେ ସଜ୍ଜିତ କରାଯିବ। ସନ୍ଧ୍ୟା ୫ଟାରୁ ରାତି ୧୧ଟା ପର୍ଯ୍ୟନ୍ତ ଭକ୍ତମାନେ ଦର୍ଶନ କରିପାରିବେ। ପ୍ରଶାସନ ପକ୍ଷରୁ ବ୍ୟାପକ ସୁରକ୍ଷା ବ୍ୟବସ୍ଥା କରାଯାଇଛି। ଲକ୍ଷାଧିକ ଭକ୍ତଙ୍କ ସମାଗମ ହେବ ବୋଲି ଆକଳନ କରାଯାଉଛି।	[380, 1050, 746, 1125]
ad-item: Sahara packers & movers countrywide relocation household/ car. 9338851234, 06742345123. D-48062	[192, 789, 364, 848]
rasi-name: ବୃଷ	[1178, 313, 1196, 328]
weather-min: —	[1046, 2149, 1113, 2165]
third-birthday-box	[578, 500, 746, 758]
sunabesa-heading: ଶୁକ୍ରବାର ସୁନାବେଶ	[410, 1001, 716, 1048]
weather-min: ୨୪.୯	[1046, 2053, 1113, 2069]
classified-banner	[4, 262, 568, 366]
weather-col-max: ସର୍ବାଧିକ ତାପମାତ୍ରା	[995, 1807, 1033, 1827]
graduate-icon	[233, 1582, 323, 1652]
zodiac-icon: ♉	[1132, 313, 1172, 353]
dada-text: କିଶୋର କୁମାରଙ୍କର ନିଜର ଅଗ୍ରଜ ଅଶୋକ କୁମାରଙ୍କ ପ୍ରତି ଅଗାଧ ଶ୍ରଦ୍ଧା ଥିଲା। କିନ୍ତୁ ଥରେ ଏକ ଘଟଣାରେ ସେ ଦାଦାମୁନିଙ୍କ କଥା ବିଶ୍ୱାସ କରିନଥିଲେ। ଅଶୋକ କୁମାର କହିଥିଲେ ଯେ ଚଳଚ୍ଚିତ୍ରରେ ଗୀତ ଗାଇବା ସହଜ ନୁହେଁ। କିଶୋର ଏହାକୁ ଚାଲେଞ୍ଜ ଭାବେ ନେଇ ଦିନରାତି ରିୟାଜ କଲେ। ଶେଷରେ ସେ ଭାରତର ସର୍ବଶ୍ରେଷ୍ଠ ଗାୟକ ଭାବେ ପରିଚିତ ହେଲେ। ଦାଦାମୁନି ପରେ ହସି ହସି କହିଥିଲେ, ମୋ କଥାକୁ ଅବିଶ୍ୱାସ କରି ତୁ ଭଲ କରିଛୁ। କିଶୋରଙ୍କ ଏହି ଜିଦ୍ ତାଙ୍କୁ ସଫଳତାର ଶିଖରରେ ପହଞ୍ଚାଇଥିଲା।	[760, 900, 1118, 1025]
weather-row	[913, 2197, 1113, 2213]
facts-heading: କିଛି ତଥ୍ୟ	[578, 880, 746, 902]
ad-item: 99/- sqft. plot for sale near Xavier University Bhubaneswar with immediate Registration & Possession. 9658588957.D-48216	[6, 957, 170, 1044]
tile-automobile	[4, 372, 172, 522]
section-accommodation: ACCOMMODATION	[192, 513, 364, 533]
photo-captions	[258, 176, 640, 198]
weather-max: ୩୨.୨	[982, 1877, 1046, 1893]
ad-item: ପାଟିଆରେ ବିଲ୍ଡିଂ ବିକ୍ରି ହେବ। 9437256453, 9853132822.D-48216	[6, 1529, 170, 1572]
memorial-photo-left	[391, 1783, 555, 1979]
weather-max: ୩୪.୦	[982, 1861, 1046, 1877]
zodiac-icon: ♏	[1132, 1183, 1172, 1223]
ad-item: 2BR&3BR simplex house in prime location @ Rs. 15.99 lacs at Chandaka, Bhubaneswar. Call- 7894450200. D-47385	[6, 1190, 170, 1263]
weather-min: ୨୭.୬	[1046, 1909, 1113, 1925]
satellite-image	[383, 1271, 743, 1681]
